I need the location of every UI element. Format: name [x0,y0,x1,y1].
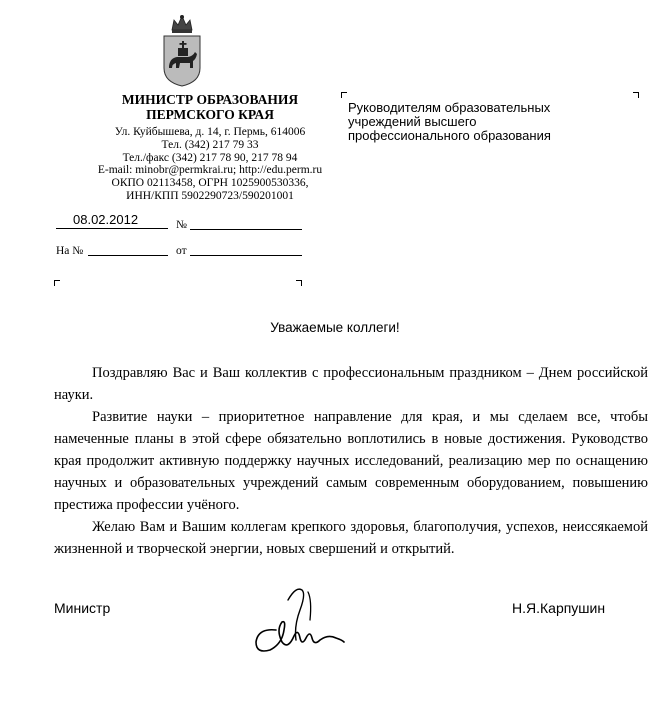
org-fax: Тел./факс (342) 217 78 90, 217 78 94 [122,151,298,164]
paragraph-2: Развитие науки – приоритетное направление для края, и мы сделаем все, чтобы намеченные планы в этой сфере обязательно воплотились в новые достижения. Руководство края продолжит активную поддержку научных исследований, реализацию мер по оснащению научных и образовательных учреждений самым современным оборудованием, повышению престижа профессии учёного. [54,409,648,513]
corner-mark-top-left [54,280,60,286]
org-okpo: ОКПО 02113458, ОГРН 1025900530336, [111,177,309,190]
number-label: № [176,219,187,231]
paragraph-3: Желаю Вам и Вашим коллегам крепкого здоровья, благополучия, успехов, неиссякаемой жизненной и творческой энергии, новых свершений и открытий. [54,519,648,557]
ref-number-rule [88,255,168,256]
number-rule [190,229,302,230]
ref-date-rule [190,255,302,256]
recipient-block [348,101,551,143]
letter-body [54,362,648,560]
recipient-corner-top-right [633,92,639,98]
org-inn: ИНН/КПП 5902290723/590201001 [126,189,294,202]
ref-number-label: На № [56,245,84,257]
signatory-title: Министр [54,600,111,616]
recipient-line1: Руководителям образовательных [348,100,551,115]
org-name-line1: МИНИСТР ОБРАЗОВАНИЯ [121,92,299,107]
org-phone: Тел. (342) 217 79 33 [161,138,259,151]
greeting: Уважаемые коллеги! [270,320,400,335]
org-address: Ул. Куйбышева, д. 14, г. Пермь, 614006 [114,126,306,138]
letterhead [60,92,360,203]
recipient-line3: профессионального образования [348,128,551,143]
org-name-line2: ПЕРМСКОГО КРАЯ [146,107,274,122]
org-email: E-mail: minobr@permkrai.ru; http://edu.perm.ru [97,164,323,177]
handwritten-signature [248,580,348,670]
paragraph-1: Поздравляю Вас и Ваш коллектив с профессиональным праздником – Днем российской науки. [54,365,648,403]
recipient-line2: учреждений высшего [348,114,477,129]
perm-krai-coat-of-arms-icon [160,12,204,88]
corner-mark-top-right [296,280,302,286]
ref-date-label: от [176,245,187,257]
recipient-corner-top-left [341,92,347,98]
signatory-name: Н.Я.Карпушин [512,600,606,616]
date-rule [56,228,168,229]
registration-date: 08.02.2012 [73,212,139,227]
